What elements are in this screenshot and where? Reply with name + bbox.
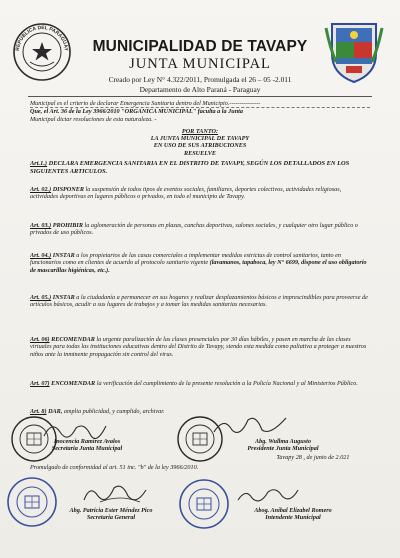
por-tanto-label: POR TANTO:	[181, 128, 219, 135]
signature-block-secretaria	[32, 438, 142, 453]
intro-line: Que, el Art. 36 de la Ley 3966/2010 "ORGANICA MUNICIPAL" faculta a la Junta	[30, 108, 243, 116]
resuelve-label: RESUELVE	[183, 149, 217, 157]
department-line: Departamento de Alto Paraná - Paraguay	[139, 85, 261, 94]
article-keyword: INSTAR	[52, 252, 75, 259]
uso-label: EN USO DE SUS ATRIBUCIONES	[153, 142, 247, 150]
promulgation-note: Promulgado de conformidad al art. 51 inc. "b" de la ley 3966/2010.	[30, 464, 199, 471]
article-keyword: RECOMENDAR	[51, 336, 95, 343]
article-2	[30, 186, 370, 201]
page-subtitle: JUNTA MUNICIPAL	[129, 56, 271, 72]
signer-role: Secretaria General	[86, 514, 136, 522]
article-text: amplia publicidad, y cumplido, archivar.	[63, 408, 165, 415]
article-label: Art. 02.)	[30, 186, 52, 193]
header-divider	[28, 96, 372, 97]
article-1	[30, 160, 370, 175]
municipal-crest-icon	[324, 18, 384, 84]
page-title: MUNICIPALIDAD DE TAVAPY	[92, 38, 308, 55]
signature-block-secretaria-general	[46, 507, 176, 522]
article-keyword: PROHIBIR	[52, 222, 83, 229]
signature-secretaria-general-icon	[80, 480, 150, 508]
article-text: a los propietarios de las casas comerciales a implementar medidas estrictas de control sanitarios, tanto en funcionarios como en clientes de acuerdo al protocolo sanitario vigente	[30, 252, 341, 267]
article-text: la suspensión de todos tipos de eventos sociales, familiares, deportes colectivos, actividades religiosas, actividades deportivas en lugares públicos o privados, en todo el municipio de Tavapy.	[30, 186, 342, 201]
signer-name: Abg. Patricia Ester Méndez Pico	[69, 507, 153, 514]
article-label: Art. 07)	[30, 380, 50, 387]
signer-name: Inocencia Ramírez Avalos	[53, 438, 121, 445]
article-text: la verificación del cumplimiento de la presente resolución a la Policía Nacional y al Ministerios Público.	[96, 380, 358, 387]
republic-seal-icon	[12, 22, 72, 82]
article-label: Art.1.)	[30, 160, 48, 167]
intro-line: Municipal es el criterio de declarar Emergencia Sanitaria dentro del Municipio.---------------	[30, 100, 370, 108]
junta-label: LA JUNTA MUNICIPAL DE TAVAPY	[150, 135, 250, 143]
article-text: la urgente paralización de las clases presenciales por 30 días hábiles, y pasen en marcha de las clases virtuales para todas las instituciones educativas dentro del Distrito de Tavapy, siendo esta medida como paliativa a proteger a nuestros niños ante la inminente propagación sin control del virus.	[30, 336, 367, 358]
creation-law-line: Creado por Ley N° 4.322/2011, Promulgada el 26 – 05 -2.011	[108, 75, 292, 84]
article-text: la aglomeración de personas en plazas, canchas deportivas, salones sociales, y cualquier otro lugar público o privados de uso públicos.	[30, 222, 358, 237]
article-4	[30, 252, 370, 274]
resolve-heading	[30, 128, 370, 157]
signer-name: Abg. Wullma Augusto	[255, 438, 311, 445]
intro-line: Municipal dictar resoluciones de esta naturaleza. -	[30, 115, 157, 123]
article-keyword: DISPONER	[52, 186, 84, 193]
article-label: Art. 8)	[30, 408, 47, 415]
article-keyword: DAR,	[48, 408, 63, 415]
article-label: Art. 06)	[30, 336, 50, 343]
article-label: Art. 05.)	[30, 294, 52, 301]
resolution-date: Tavapy 28 , de junio de 2.021	[276, 454, 350, 461]
article-keyword: ENCOMENDAR	[51, 380, 96, 387]
svg-text:REPUBLICA DEL PARAGUAY: REPUBLICA DEL PARAGUAY	[14, 24, 70, 52]
signer-role: Intendente Municipal	[265, 514, 321, 522]
intendencia-stamp-icon	[178, 478, 230, 530]
intro-paragraph	[30, 100, 370, 123]
signer-role: Presidente Junta Municipal	[247, 445, 319, 453]
article-7	[30, 380, 370, 387]
article-text: a la ciudadanía a permanecer en sus hogares y realizar desplazamientos básicos e imprescindibles para proveerse de artículos básicos, acudir a sus lugares de trabajos y a tomar las medidas sanitarias necesarias.	[30, 294, 368, 309]
signer-role: Secretaria Junta Municipal	[51, 445, 123, 453]
signature-block-intendente	[228, 507, 358, 522]
article-label: Art. 04.)	[30, 252, 52, 259]
article-keyword: INSTAR	[52, 294, 75, 301]
article-6	[30, 336, 370, 358]
article-3	[30, 222, 370, 237]
article-text: DECLARA EMERGENCIA SANITARIA EN EL DISTRITO DE TAVAPY, SEGÚN LOS DETALLADOS EN LOS SIGUIENTES ARTICULOS.	[30, 160, 350, 175]
signature-presidente-icon	[210, 412, 290, 440]
signer-name: Abog. Aníbal Elizabel Romero	[254, 507, 332, 514]
article-label: Art. 03.)	[30, 222, 52, 229]
article-5	[30, 294, 370, 309]
signature-intendente-icon	[232, 482, 302, 508]
article-bold-tail: (lavamanos, tapaboca, ley N° 6699, dispone el uso obligatorio de mascarillas higiénicas, etc.).	[30, 259, 367, 274]
signature-block-presidente	[228, 438, 338, 453]
